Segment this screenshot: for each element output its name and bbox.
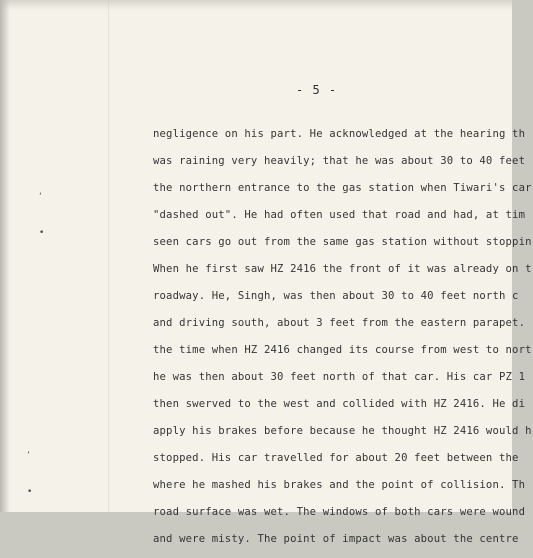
text-line: seen cars go out from the same gas station without stoppin (153, 236, 532, 248)
text-line: When he first saw HZ 2416 the front of it was already on t (153, 263, 532, 275)
text-line: the time when HZ 2416 changed its course from west to nort (153, 344, 532, 356)
text-line: "dashed out". He had often used that road and had, at tim (153, 209, 526, 221)
page-top-shadow (0, 0, 512, 10)
text-line: the northern entrance to the gas station when Tiwari's car (153, 182, 532, 194)
text-line: apply his brakes before because he thought HZ 2416 would h (153, 425, 532, 437)
text-line: he was then about 30 feet north of that car. His car PZ 1 (153, 371, 526, 383)
page-left-shadow (0, 0, 10, 512)
page-fold-line (108, 0, 109, 512)
page-number: - 5 - (296, 83, 338, 97)
text-line: road surface was wet. The windows of both cars were wound (153, 506, 526, 518)
text-line: then swerved to the west and collided with HZ 2416. He di (153, 398, 526, 410)
margin-speck: • (27, 487, 33, 497)
margin-speck: ’ (27, 451, 30, 461)
text-line: roadway. He, Singh, was then about 30 to 40 feet north c (153, 290, 519, 302)
text-line: and were misty. The point of impact was about the centre (153, 533, 519, 545)
margin-speck: • (39, 228, 45, 238)
text-line: stopped. His car travelled for about 20 feet between the (153, 452, 519, 464)
body-text (153, 126, 533, 558)
text-line: negligence on his part. He acknowledged at the hearing th (153, 128, 526, 140)
text-line: and driving south, about 3 feet from the eastern parapet. (153, 317, 526, 329)
margin-speck: ‘ (39, 192, 42, 202)
text-line: was raining very heavily; that he was about 30 to 40 feet (153, 155, 526, 167)
text-line: where he mashed his brakes and the point of collision. Th (153, 479, 526, 491)
